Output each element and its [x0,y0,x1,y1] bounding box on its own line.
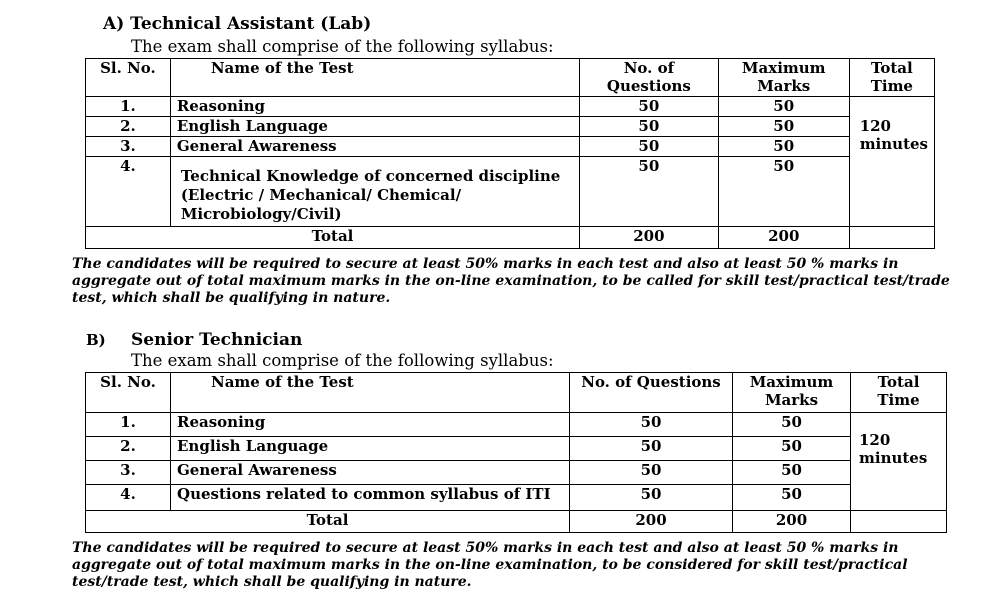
total-time-unit: minutes [859,449,928,467]
table-total-row [86,227,935,249]
total-time-empty [849,227,934,249]
row-name: English Language [171,437,570,461]
row-sl: 1. [86,413,171,437]
row-name: General Awareness [170,137,579,157]
row-name: General Awareness [171,461,570,485]
row-questions: 50 [579,137,718,157]
table-row [86,117,935,137]
row-questions: 50 [579,117,718,137]
row-sl: 3. [86,137,171,157]
row-marks: 50 [733,485,851,511]
table-row [86,157,935,227]
row-sl: 2. [86,437,171,461]
total-marks: 200 [733,511,851,533]
row-marks: 50 [718,137,849,157]
header-time: Total Time [849,59,934,97]
header-sl: Sl. No. [86,373,171,413]
row-sl: 3. [86,461,171,485]
header-time: Total Time [851,373,947,413]
total-time-value: 120 [859,117,891,135]
row-questions: 50 [570,437,733,461]
row-name: Reasoning [171,413,570,437]
header-marks: Maximum Marks [718,59,849,97]
row-marks: 50 [718,117,849,137]
header-questions: No. of Questions [579,59,718,97]
section-b-table [85,372,947,533]
row-marks: 50 [718,97,849,117]
section-a-intro: The exam shall comprise of the following syllabus: [131,37,554,56]
header-name: Name of the Test [170,59,579,97]
header-marks: Maximum Marks [733,373,851,413]
section-a-heading: A) Technical Assistant (Lab) [103,14,372,34]
row-marks: 50 [733,413,851,437]
table-row [86,413,947,437]
row-sl: 1. [86,97,171,117]
section-b-note: The candidates will be required to secure at least 50% marks in each test and also at least 50 % marks in aggregate out of total maximum marks in the on-line examination, to be considered for skill test/practical test/trade test, which shall be qualifying in nature. [72,540,908,590]
section-b-heading: Senior Technician [131,330,303,350]
header-sl: Sl. No. [86,59,171,97]
header-questions: No. of Questions [570,373,733,413]
row-marks: 50 [733,461,851,485]
row-questions: 50 [579,157,718,227]
row-name: Reasoning [170,97,579,117]
table-row [86,437,947,461]
row-sl: 2. [86,117,171,137]
section-b-label: B) [86,331,106,349]
row-questions: 50 [579,97,718,117]
row-questions: 50 [570,413,733,437]
section-a-table [85,58,935,249]
total-time-cell [849,97,934,227]
row-sl: 4. [86,485,171,511]
total-time-cell [851,413,947,511]
total-questions: 200 [570,511,733,533]
row-questions: 50 [570,485,733,511]
section-b-intro: The exam shall comprise of the following syllabus: [131,351,554,370]
total-time-unit: minutes [859,135,928,153]
total-label: Total [86,227,580,249]
table-header-row [86,59,935,97]
table-header-row [86,373,947,413]
row-name: Questions related to common syllabus of ITI [171,485,570,511]
table-row [86,137,935,157]
row-name: Technical Knowledge of concerned discipline (Electric / Mechanical/ Chemical/ Microbiology/Civil) [170,157,579,227]
table-row [86,461,947,485]
total-time-value: 120 [859,431,891,449]
total-marks: 200 [718,227,849,249]
section-a-note: The candidates will be required to secure at least 50% marks in each test and also at least 50 % marks in aggregate out of total maximum marks in the on-line examination, to be called for skill test/practical test/trade test, which shall be qualifying in nature. [72,256,950,306]
table-row [86,97,935,117]
row-marks: 50 [733,437,851,461]
table-row [86,485,947,511]
row-sl: 4. [86,157,171,227]
header-name: Name of the Test [171,373,570,413]
row-questions: 50 [570,461,733,485]
row-name: English Language [170,117,579,137]
total-label: Total [86,511,570,533]
row-marks: 50 [718,157,849,227]
table-total-row [86,511,947,533]
total-time-empty [851,511,947,533]
total-questions: 200 [579,227,718,249]
